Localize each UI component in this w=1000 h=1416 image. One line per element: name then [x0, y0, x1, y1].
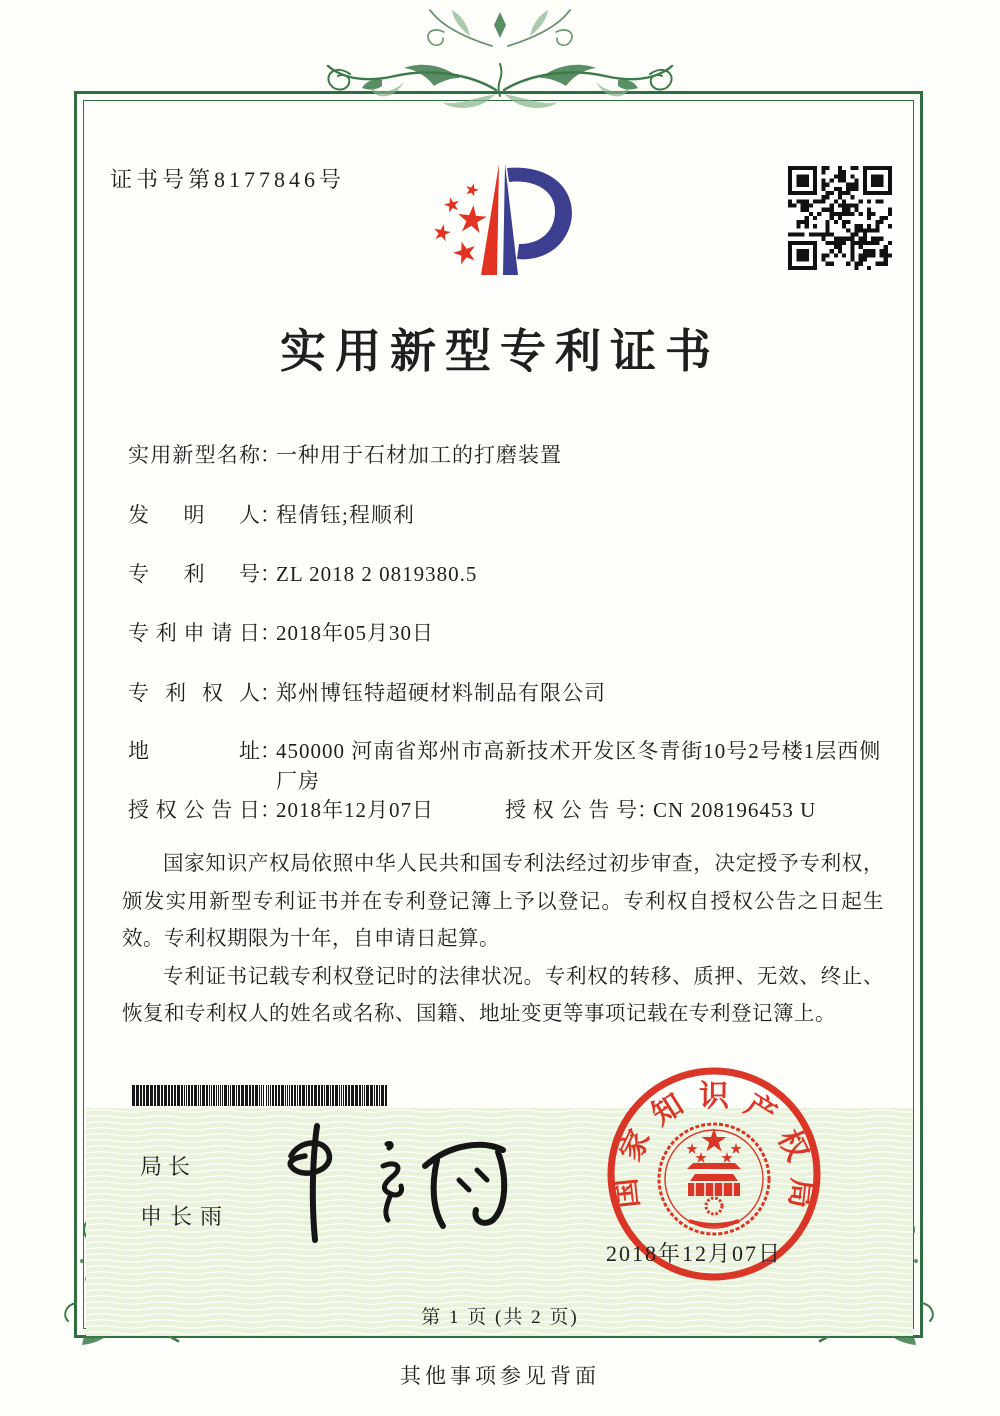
field-label: 授权公告日 — [128, 798, 260, 822]
field-row-patentee — [128, 678, 928, 708]
top-flourish-ornament — [320, 50, 680, 122]
certificate-title: 实用新型专利证书 — [280, 326, 720, 377]
director-title: 局长 — [140, 1154, 197, 1179]
field-label: 授权公告号 — [505, 798, 637, 822]
svg-text:识: 识 — [699, 1080, 729, 1113]
field-value: 程倩钰;程顺利 — [276, 503, 415, 527]
certificate-number: 证书号第8177846号 — [110, 167, 346, 192]
field-value: 2018年12月07日 — [276, 798, 434, 822]
field-row-patent-no — [128, 559, 928, 589]
svg-text:局: 局 — [783, 1176, 820, 1210]
top-sprig-ornament — [330, 4, 670, 52]
field-label: 专利权人 — [128, 681, 260, 705]
director-signature — [255, 1112, 515, 1252]
barcode — [130, 1085, 390, 1106]
field-row-address — [128, 736, 928, 796]
field-label: 实用新型名称 — [128, 443, 260, 467]
field-colon: ： — [260, 739, 281, 763]
field-colon: ： — [260, 503, 281, 527]
field-value: CN 208196453 U — [653, 798, 817, 822]
field-colon: ： — [260, 798, 281, 822]
field-colon: ： — [260, 562, 281, 586]
legal-text — [122, 846, 884, 1034]
field-row-filing-date — [128, 618, 928, 648]
svg-text:家: 家 — [613, 1124, 657, 1167]
svg-text:国: 国 — [608, 1176, 645, 1210]
legal-paragraph-2: 专利证书记载专利权登记时的法律状况。专利权的转移、质押、无效、终止、恢复和专利权人的姓名或名称、国籍、地址变更等事项记载在专利登记簿上。 — [122, 965, 884, 1025]
field-value: ZL 2018 2 0819380.5 — [276, 562, 478, 586]
field-value: 一种用于石材加工的打磨装置 — [276, 443, 562, 467]
svg-text:产: 产 — [738, 1087, 782, 1132]
field-row-name — [128, 440, 928, 470]
svg-text:知: 知 — [646, 1087, 690, 1132]
cnipa-logo-icon — [405, 156, 605, 296]
seal-date: 2018年12月07日 — [606, 1241, 783, 1266]
field-row-grant — [128, 795, 928, 825]
back-side-note: 其他事项参见背面 — [400, 1364, 600, 1388]
director-name: 申长雨 — [140, 1204, 231, 1229]
qr-code — [788, 166, 892, 270]
field-value: 2018年05月30日 — [276, 621, 434, 645]
field-label: 发明人 — [128, 503, 260, 527]
field-label: 地址 — [128, 739, 260, 763]
field-label: 专利申请日 — [128, 621, 260, 645]
grant-number-pair — [505, 795, 816, 825]
page-number: 第 1 页 (共 2 页) — [421, 1307, 579, 1328]
field-row-inventor — [128, 500, 928, 530]
field-colon: ： — [260, 621, 281, 645]
field-colon: ： — [260, 443, 281, 467]
field-label: 专利号 — [128, 562, 260, 586]
field-value: 郑州博钰特超硬材料制品有限公司 — [276, 681, 606, 705]
field-colon: ： — [260, 681, 281, 705]
svg-text:权: 权 — [771, 1124, 815, 1167]
field-value: 450000 河南省郑州市高新技术开发区冬青街10号2号楼1层西侧厂房 — [276, 739, 882, 793]
legal-paragraph-1: 国家知识产权局依照中华人民共和国专利法经过初步审查，决定授予专利权，颁发实用新型专利证书并在专利登记簿上予以登记。专利权自授权公告之日起生效。专利权期限为十年，自申请日起算。 — [122, 853, 884, 950]
field-colon: ： — [637, 798, 658, 822]
